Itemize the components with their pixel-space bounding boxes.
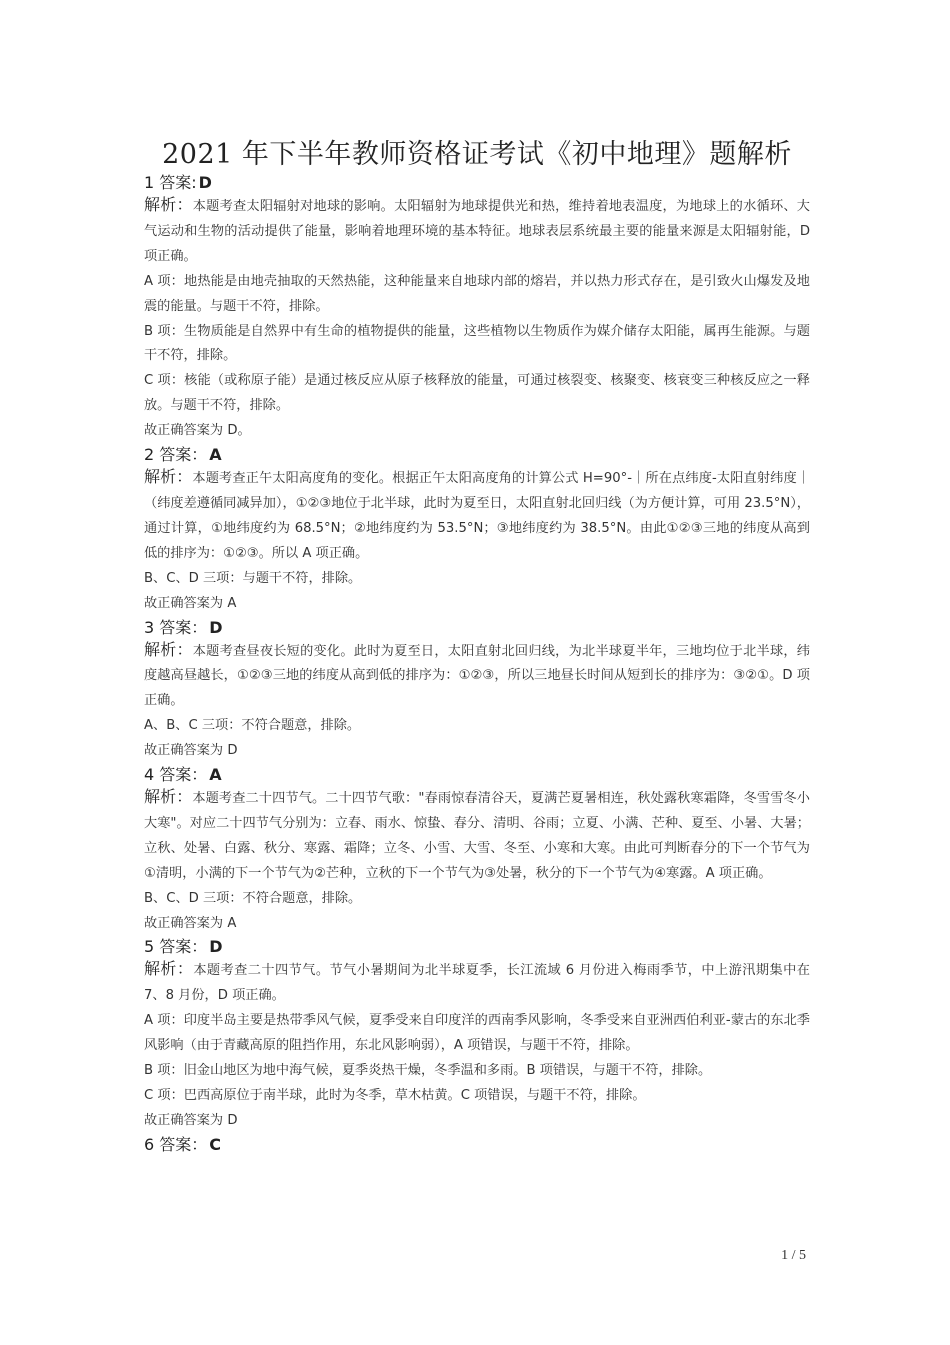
answer-heading-1 [144,172,810,193]
answer-letter: C [209,1134,222,1154]
analysis-text: 本题考查二十四节气。节气小暑期间为北半球夏季，长江流域 6 月份进入梅雨季节，中上游汛期集中在 7、8 月份，D 项正确。 [144,963,810,1004]
answer-letter: D [209,937,223,957]
option-paragraph: B 项：生物质能是自然界中有生命的植物提供的能量，这些植物以生物质作为媒介储存太阳能，属再生能源。与题干不符，排除。 [144,323,810,364]
analysis-paragraph [144,638,810,715]
analysis-text: 本题考查二十四节气。二十四节气歌："春雨惊春清谷天，夏满芒夏暑相连，秋处露秋寒霜降，冬雪雪冬小大寒"。对应二十四节气分别为：立春、雨水、惊蛰、春分、清明、谷雨；立夏、小满、芒种、夏至、小暑、大暑；立秋、处暑、白露、秋分、寒露、霜降；立冬、小雪、大雪、冬至、小寒和大寒。由此可判断春分的下一个节气为①清明，小满的下一个节气为②芒种，立秋的下一个节气为③处暑，秋分的下一个节气为④寒露。A 项正确。 [144,791,810,881]
conclusion-paragraph: 故正确答案为 A [144,915,237,931]
option-paragraph: B、C、D 三项：与题干不符，排除。 [144,570,362,586]
page-title: 2021 年下半年教师资格证考试《初中地理》题解析 [162,139,792,170]
answer-number: 5 答案： [144,937,208,957]
analysis-label: 解析： [144,787,193,807]
analysis-text: 本题考查正午太阳高度角的变化。根据正午太阳高度角的计算公式 H=90°-｜所在点纬度-太阳直射纬度｜（纬度差遵循同减异加），①②③地位于北半球，此时为夏至日，太阳直射北回归线（为方便计算，可用 23.5°N），通过计算，①地纬度约为 68.5°N；②地纬度约为 53.5°N；③地纬度约为 38.5°N。由此①②③三地的纬度从高到低的排序为：①②③。所以 A 项正确。 [144,471,810,561]
option-paragraph: A、B、C 三项：不符合题意，排除。 [144,718,361,734]
answer-letter: A [209,765,222,785]
document-content [144,140,810,1155]
answer-heading-4 [144,764,810,785]
answer-number: 2 答案： [144,445,208,465]
option-paragraph: B、C、D 三项：不符合题意，排除。 [144,890,362,906]
analysis-paragraph [144,465,810,567]
answer-heading-2 [144,444,810,465]
analysis-label: 解析： [144,467,193,487]
answer-letter: A [209,445,222,465]
conclusion-paragraph: 故正确答案为 D [144,1112,238,1128]
answer-letter: D [209,617,223,637]
answer-number: 4 答案： [144,765,208,785]
page-number: 1 / 5 [781,1248,806,1263]
conclusion-paragraph: 故正确答案为 D。 [144,423,251,439]
option-paragraph: C 项：核能（或称原子能）是通过核反应从原子核释放的能量，可通过核裂变、核聚变、核衰变三种核反应之一释放。与题干不符，排除。 [144,373,810,414]
conclusion-paragraph: 故正确答案为 A [144,595,237,611]
answer-letter: D [198,173,212,192]
analysis-label: 解析： [144,639,193,659]
answer-number: 1 答案: [144,173,197,192]
option-paragraph: A 项：印度半岛主要是热带季风气候，夏季受来自印度洋的西南季风影响，冬季受来自亚洲西伯利亚-蒙古的东北季风影响（由于青藏高原的阻挡作用，东北风影响弱），A 项错误，与题干不符，排除。 [144,1013,810,1054]
analysis-label: 解析： [144,195,193,214]
analysis-paragraph [144,193,810,270]
analysis-text: 本题考查昼夜长短的变化。此时为夏至日，太阳直射北回归线，为北半球夏半年，三地均位于北半球，纬度越高昼越长，①②③三地的纬度从高到低的排序为：①②③，所以三地昼长时间从短到长的排序为：③②①。D 项正确。 [144,643,810,709]
analysis-label: 解析： [144,959,194,979]
answer-heading-6 [144,1134,810,1155]
answer-heading-5 [144,936,810,957]
answer-heading-3 [144,617,810,638]
analysis-text: 本题考查太阳辐射对地球的影响。太阳辐射为地球提供光和热，维持着地表温度，为地球上的水循环、大气运动和生物的活动提供了能量，影响着地理环境的基本特征。地球表层系统最主要的能量来源是太阳辐射能，D 项正确。 [144,199,810,264]
analysis-paragraph [144,785,810,887]
option-paragraph: B 项：旧金山地区为地中海气候，夏季炎热干燥，冬季温和多雨。B 项错误，与题干不符，排除。 [144,1063,712,1079]
answer-number: 3 答案： [144,617,208,637]
answer-number: 6 答案： [144,1134,208,1154]
option-paragraph: C 项：巴西高原位于南半球，此时为冬季，草木枯黄。C 项错误，与题干不符，排除。 [144,1088,646,1103]
analysis-paragraph [144,957,810,1009]
conclusion-paragraph: 故正确答案为 D [144,743,238,759]
option-paragraph: A 项：地热能是由地壳抽取的天然热能，这种能量来自地球内部的熔岩，并以热力形式存在，是引致火山爆发及地震的能量。与题干不符，排除。 [144,273,810,314]
